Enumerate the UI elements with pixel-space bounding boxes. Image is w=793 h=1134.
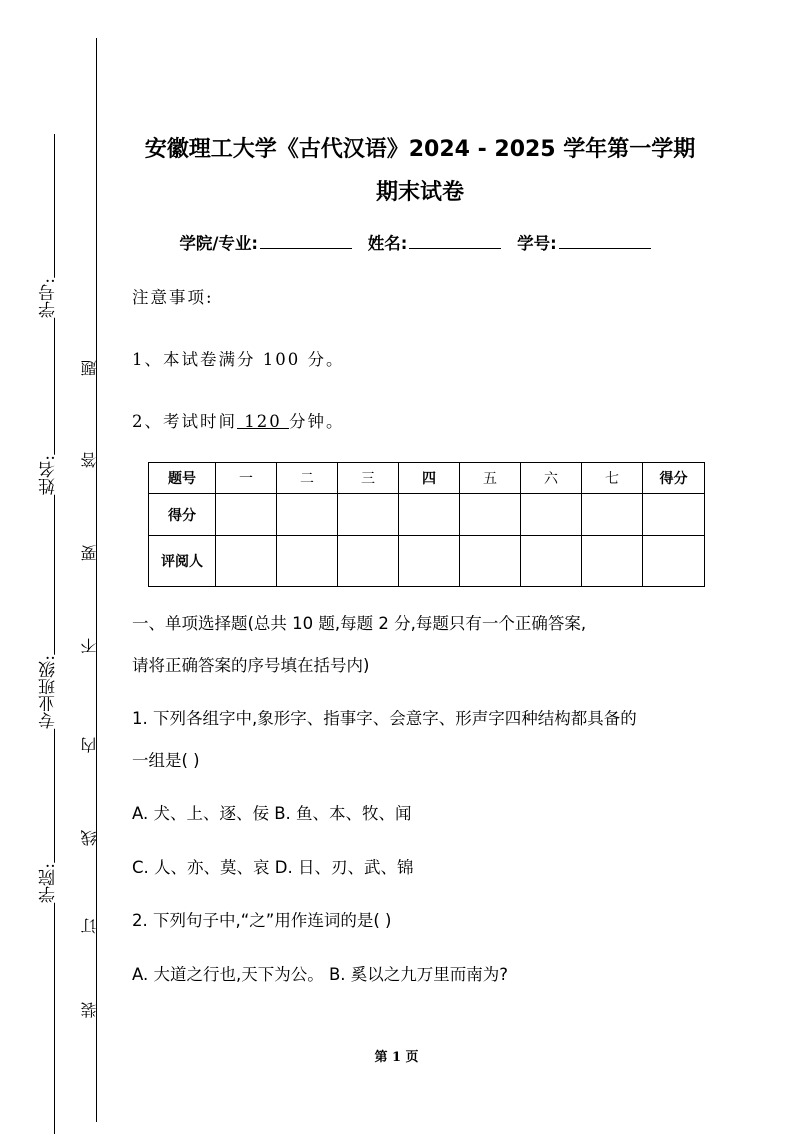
header-cell: 题号 [149, 463, 216, 494]
question-1-stem-cont: 一组是( ) [132, 751, 200, 770]
reviewer-cell[interactable] [277, 536, 338, 587]
margin-college-label: 学院: [36, 863, 61, 903]
header-cell: 一 [216, 463, 277, 494]
seal-char: 不 [80, 638, 99, 654]
reviewer-cell[interactable] [582, 536, 643, 587]
reviewer-row [149, 536, 705, 587]
reviewer-cell[interactable] [216, 536, 277, 587]
note-item-1: 1、本试卷满分 100 分。 [132, 350, 345, 369]
exam-subtitle: 期末试卷 [375, 180, 464, 205]
header-cell: 七 [582, 463, 643, 494]
section-heading: 一、单项选择题(总共 10 题,每题 2 分,每题只有一个正确答案, [132, 614, 587, 633]
student-info-line [110, 230, 730, 254]
seal-char: 答 [80, 452, 99, 468]
note-item-2-suffix: 分钟。 [288, 412, 345, 431]
score-cell[interactable] [399, 494, 460, 536]
score-cell[interactable] [338, 494, 399, 536]
question-1-options-ab: A. 犬、上、逐、佞 B. 鱼、本、牧、闻 [132, 804, 412, 823]
margin-student-id-label: 学号: [36, 278, 61, 318]
header-cell: 三 [338, 463, 399, 494]
reviewer-cell[interactable] [399, 536, 460, 587]
name-field[interactable] [409, 234, 501, 249]
student-id-label: 学号: [517, 234, 557, 253]
reviewer-cell[interactable] [460, 536, 521, 587]
exam-duration-value: 120 [237, 412, 289, 431]
note-item-2-prefix: 2、考试时间 [132, 412, 237, 431]
college-major-field[interactable] [260, 234, 352, 249]
margin-class-label: 专业班级: [36, 655, 61, 729]
reviewer-cell[interactable] [338, 536, 399, 587]
header-cell: 五 [460, 463, 521, 494]
score-table [148, 462, 705, 587]
notes-heading: 注意事项: [132, 288, 214, 307]
page-number: 第 1 页 [374, 1050, 419, 1065]
reviewer-cell[interactable] [521, 536, 582, 587]
college-major-label: 学院/专业: [179, 234, 258, 253]
score-cell[interactable] [643, 494, 705, 536]
question-2-options-ab: A. 大道之行也,天下为公。 B. 奚以之九万里而南为? [132, 965, 509, 984]
score-cell[interactable] [521, 494, 582, 536]
seal-char: 线 [80, 830, 99, 846]
seal-char: 订 [80, 918, 99, 934]
score-cell[interactable] [582, 494, 643, 536]
seal-char: 内 [80, 737, 99, 753]
note-item-2 [132, 408, 344, 432]
binding-line [96, 38, 97, 1122]
score-row [149, 494, 705, 536]
exam-title: 安徽理工大学《古代汉语》2024 - 2025 学年第一学期 [144, 137, 696, 162]
row-label: 评阅人 [149, 536, 216, 587]
header-cell: 四 [399, 463, 460, 494]
question-1-options-cd: C. 人、亦、莫、哀 D. 日、刃、武、锦 [132, 858, 414, 877]
section-heading-cont: 请将正确答案的序号填在括号内) [132, 656, 370, 675]
header-cell: 得分 [643, 463, 705, 494]
seal-char: 装 [80, 1002, 99, 1018]
seal-char: 题 [80, 360, 99, 376]
row-label: 得分 [149, 494, 216, 536]
question-1-stem: 1. 下列各组字中,象形字、指事字、会意字、形声字四种结构都具备的 [132, 709, 637, 728]
student-id-field[interactable] [559, 234, 651, 249]
header-cell: 六 [521, 463, 582, 494]
score-cell[interactable] [460, 494, 521, 536]
score-cell[interactable] [216, 494, 277, 536]
reviewer-cell[interactable] [643, 536, 705, 587]
score-cell[interactable] [277, 494, 338, 536]
seal-char: 要 [80, 545, 99, 561]
header-cell: 二 [277, 463, 338, 494]
name-label: 姓名: [367, 234, 408, 253]
score-table-header-row [149, 463, 705, 494]
margin-name-label: 姓名: [36, 455, 61, 495]
question-2-stem: 2. 下列句子中,“之”用作连词的是( ) [132, 911, 392, 930]
